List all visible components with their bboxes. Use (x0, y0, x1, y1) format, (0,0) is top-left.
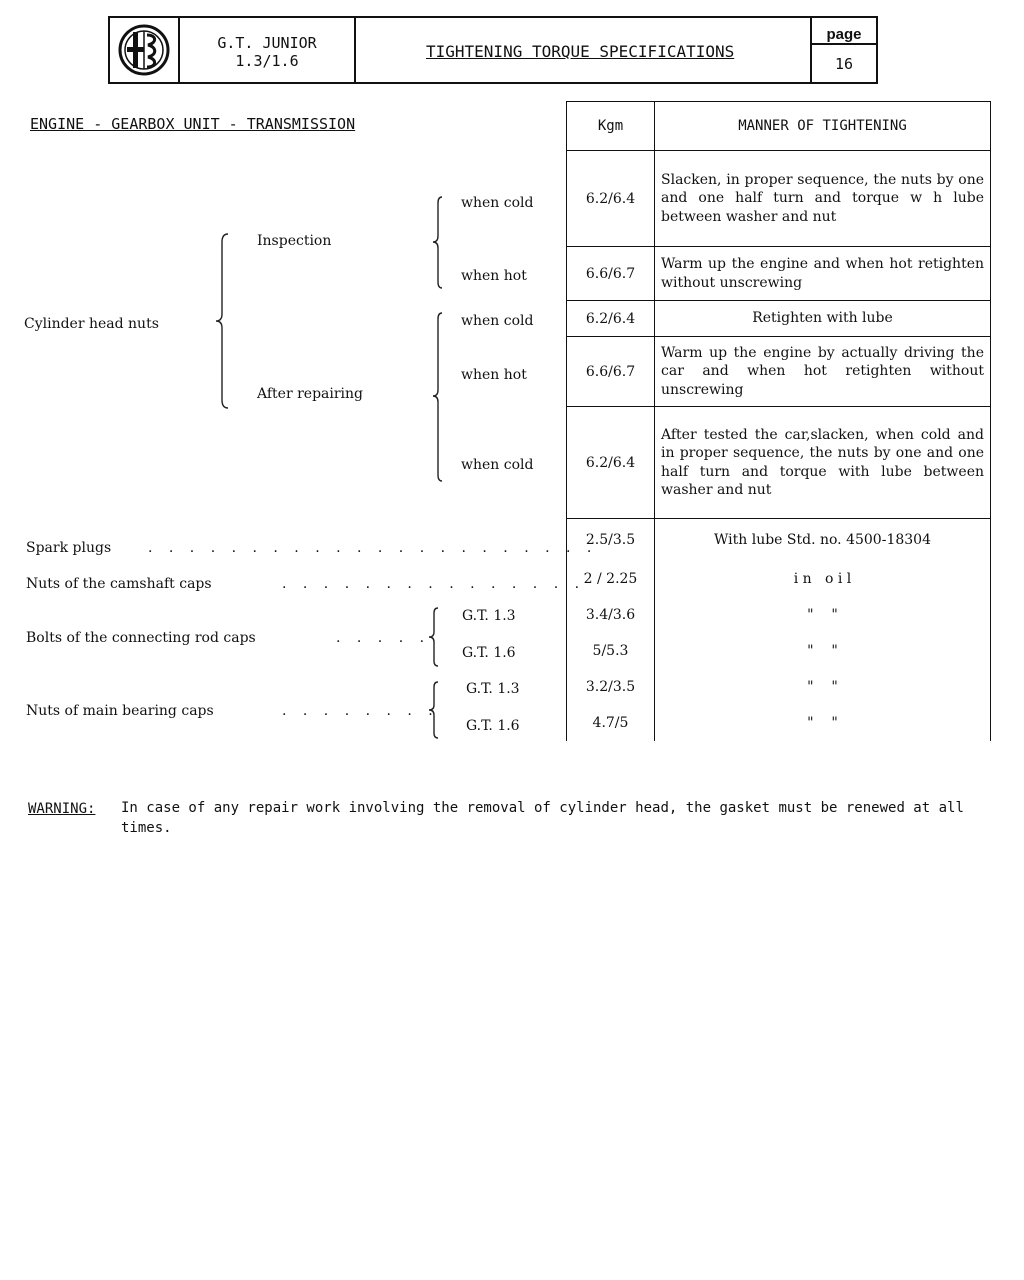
manner-cell: Warm up the engine by actually driving the car and when hot retighten without unscrewing (655, 337, 991, 407)
kgm-cell: 4.7/5 (567, 705, 655, 741)
cylinder-head-brace-icon (212, 232, 232, 410)
document-title-cell (356, 18, 812, 82)
table-row (567, 519, 991, 561)
camshaft-label: Nuts of the camshaft caps (26, 576, 212, 592)
manner-cell: Slacken, in proper sequence, the nuts by one and one half turn and torque w h lube between washer and nut (655, 151, 991, 247)
main-bearing-brace-icon (426, 680, 442, 740)
conrod-brace-icon (426, 606, 442, 668)
inspection-label: Inspection (257, 233, 332, 249)
manner-header: MANNER OF TIGHTENING (655, 102, 991, 151)
page-cell (812, 18, 876, 82)
alfa-romeo-badge-icon (117, 23, 171, 77)
page-label: page (826, 26, 862, 43)
table-row (567, 247, 991, 301)
kgm-cell: 2 / 2.25 (567, 561, 655, 597)
kgm-cell: 3.4/3.6 (567, 597, 655, 633)
table-row (567, 151, 991, 247)
kgm-header: Kgm (567, 102, 655, 151)
condition-label: when cold (461, 195, 534, 211)
kgm-cell: 3.2/3.5 (567, 669, 655, 705)
model-designation (180, 18, 356, 82)
model-line-1: G.T. JUNIOR (217, 34, 317, 52)
main-bearing-label: Nuts of main bearing caps (26, 703, 214, 719)
manner-cell: " " (655, 669, 991, 705)
warning-label: WARNING: (28, 801, 96, 817)
manner-cell: After tested the car,slacken, when cold and in proper sequence, the nuts by one and one half turn and torque with lube between washer and nut (655, 407, 991, 519)
after-repairing-brace-icon (430, 311, 446, 483)
manner-cell: " " (655, 597, 991, 633)
table-row (567, 301, 991, 337)
kgm-cell: 6.6/6.7 (567, 247, 655, 301)
model-line-2: 1.3/1.6 (235, 52, 299, 70)
manner-cell: Warm up the engine and when hot retighten without unscrewing (655, 247, 991, 301)
kgm-cell: 5/5.3 (567, 633, 655, 669)
table-row (567, 337, 991, 407)
leader-dots: . . . . . . . . . . . . . . . (282, 576, 586, 592)
table-row (567, 561, 991, 597)
brand-logo (110, 18, 180, 82)
cylinder-head-label: Cylinder head nuts (24, 316, 159, 332)
condition-label: when cold (461, 313, 534, 329)
condition-label: when hot (461, 367, 527, 383)
kgm-cell: 6.2/6.4 (567, 151, 655, 247)
section-title: ENGINE - GEARBOX UNIT - TRANSMISSION (30, 115, 356, 133)
table-row (567, 669, 991, 705)
leader-dots: . . . . . (336, 630, 431, 646)
document-title: TIGHTENING TORQUE SPECIFICATIONS (426, 42, 735, 61)
conrod-label: Bolts of the connecting rod caps (26, 630, 256, 646)
kgm-cell: 6.2/6.4 (567, 301, 655, 337)
condition-label: when hot (461, 268, 527, 284)
manner-cell: " " (655, 705, 991, 741)
table-header-row (567, 102, 991, 151)
model-label: G.T. 1.3 (462, 608, 516, 624)
leader-dots: . . . . . . . . (282, 703, 439, 719)
document-header (108, 16, 878, 84)
model-label: G.T. 1.3 (466, 681, 520, 697)
manner-cell: " " (655, 633, 991, 669)
table-row (567, 597, 991, 633)
model-label: G.T. 1.6 (462, 645, 516, 661)
model-label: G.T. 1.6 (466, 718, 520, 734)
manner-cell: Retighten with lube (655, 301, 991, 337)
after-repairing-label: After repairing (257, 386, 364, 402)
table-row (567, 407, 991, 519)
manner-cell: With lube Std. no. 4500-18304 (655, 519, 991, 561)
page-number: 16 (812, 43, 876, 73)
warning-text: In case of any repair work involving the removal of cylinder head, the gasket must be renewed at all times. (121, 800, 964, 836)
kgm-cell: 6.2/6.4 (567, 407, 655, 519)
leader-dots: . . . . . . . . . . . . . . . . . . . . . . (148, 540, 598, 556)
table-row (567, 705, 991, 741)
torque-spec-table (566, 101, 991, 741)
manner-cell: i n o i l (655, 561, 991, 597)
table-row (567, 633, 991, 669)
kgm-cell: 6.6/6.7 (567, 337, 655, 407)
condition-label: when cold (461, 457, 534, 473)
kgm-cell: 2.5/3.5 (567, 519, 655, 561)
inspection-brace-icon (430, 195, 446, 290)
spark-plugs-label: Spark plugs (26, 540, 112, 556)
